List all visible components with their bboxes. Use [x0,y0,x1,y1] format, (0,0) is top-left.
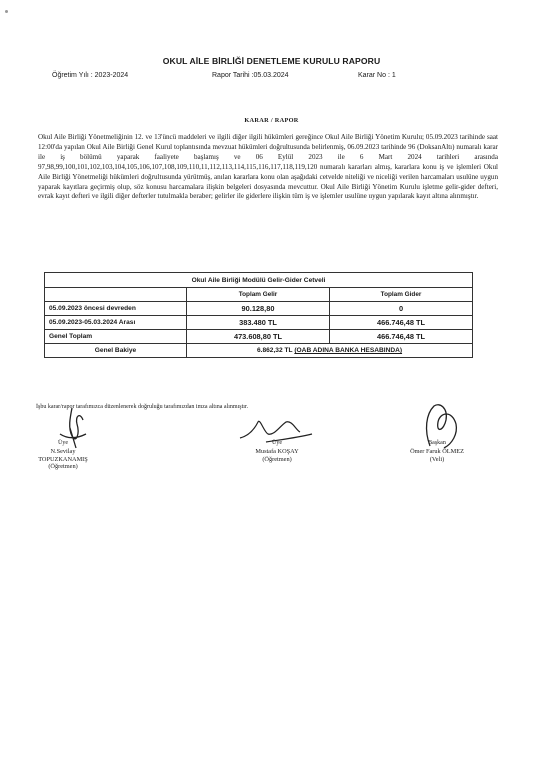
row-income: 473.608,80 TL [187,330,330,344]
balance-note: (OAB ADINA BANKA HESABINDA) [294,347,403,354]
signer-name: Mustafa KOŞAY [255,447,299,455]
table-title-row [45,273,473,288]
table-row [45,302,473,316]
signature-note: İşbu karar/rapor tarafımızca düzenlenerek doğruluğu tarafımızdan imza altına alınmıştır. [36,404,249,410]
row-label: Genel Toplam [45,330,187,344]
row-expense: 466.746,48 TL [330,316,473,330]
report-body: Okul Aile Birliği Yönetmeliğinin 12. ve 13'üncü maddeleri ve ilgili diğer ilgili hükümleri gereğince Okul Aile Birliği Yönetim Kurulu; 05.09.2023 tarihinde saat 12:00'da yapılan Okul Aile Birliği Genel Kurul toplantısında mevzuat hükümleri doğrultusunda belirlenmiş, 06.09.2023 tarihinde 96 (DoksanAltı) numaralı karar ile iş bölümü yaparak faaliyete başlamış ve 06 Eylül 2023 ile 6 Mart 2024 tarihleri arasında 97,98,99,100,101,102,103,104,105,106,107,108,109,110,11,112,113,114,115,116,117,118,119,120 numaralı kararları almış, kararlara konu iş ve işlemleri Okul Aile Birliği Yönetmeliği hükümleri doğrultusunda yürütmüş, anılan kararlara konu olan aşağıdaki cetvelde niteliği ve niceliği verilen harcamaları usulüne uygun yaparak kayıtlara geçirmiş olup, söz konusu harcamalara ilişkin belgeleri dosyasında mevcuttur. Okul Aile Birliği Yönetim Kurulu işletme gelir-gider defteri, evrak kayıt defteri ve ilgili diğer defterler tutulmakla beraber; gelirler ile giderlere ilişkin tüm iş ve işlemler usulüne uygun yapılarak kayıt altına alınmıştır. [38,133,498,201]
academic-year: Öğretim Yılı : 2023-2024 [52,72,129,79]
header-expense: Toplam Gider [330,288,473,302]
income-expense-table [44,272,473,358]
table-title: Okul Aile Birliği Modülü Gelir-Gider Cetveli [45,273,473,288]
row-income: 90.128,80 [187,302,330,316]
section-heading: KARAR / RAPOR [244,117,299,124]
punch-mark [5,10,8,13]
row-expense: 466.746,48 TL [330,330,473,344]
report-title: OKUL AİLE BİRLİĞİ DENETLEME KURULU RAPORU [162,56,381,66]
signature-block-member-1 [28,440,98,471]
row-expense: 0 [330,302,473,316]
row-label: 05.09.2023 öncesi devreden [45,302,187,316]
report-date: Rapor Tarihi :05.03.2024 [212,72,289,79]
row-income: 383.480 TL [187,316,330,330]
table-row [45,316,473,330]
signer-name: Ömer Faruk ÖLMEZ [410,447,464,455]
table-row [45,330,473,344]
balance-cell [187,344,473,358]
table-header-row [45,288,473,302]
balance-label: Genel Bakiye [45,344,187,358]
header-empty-cell [45,288,187,302]
decision-number: Karar No : 1 [358,72,396,79]
balance-row [45,344,473,358]
signer-title: (Veli) [429,455,445,463]
signature-block-chair [400,440,474,463]
row-label: 05.09.2023-05.03.2024 Arası [45,316,187,330]
signer-title: (Öğretmen) [48,463,78,471]
signature-block-member-2 [232,440,322,463]
signer-role: Üye [58,440,68,446]
signer-title: (Öğretmen) [262,455,292,463]
signer-role: Üye [272,440,282,446]
header-income: Toplam Gelir [187,288,330,302]
signer-name: N.Sevilay TOPUZKANAMIŞ [38,447,88,463]
signer-role: Başkan [428,440,446,446]
balance-value: 6.862,32 TL [256,347,293,354]
